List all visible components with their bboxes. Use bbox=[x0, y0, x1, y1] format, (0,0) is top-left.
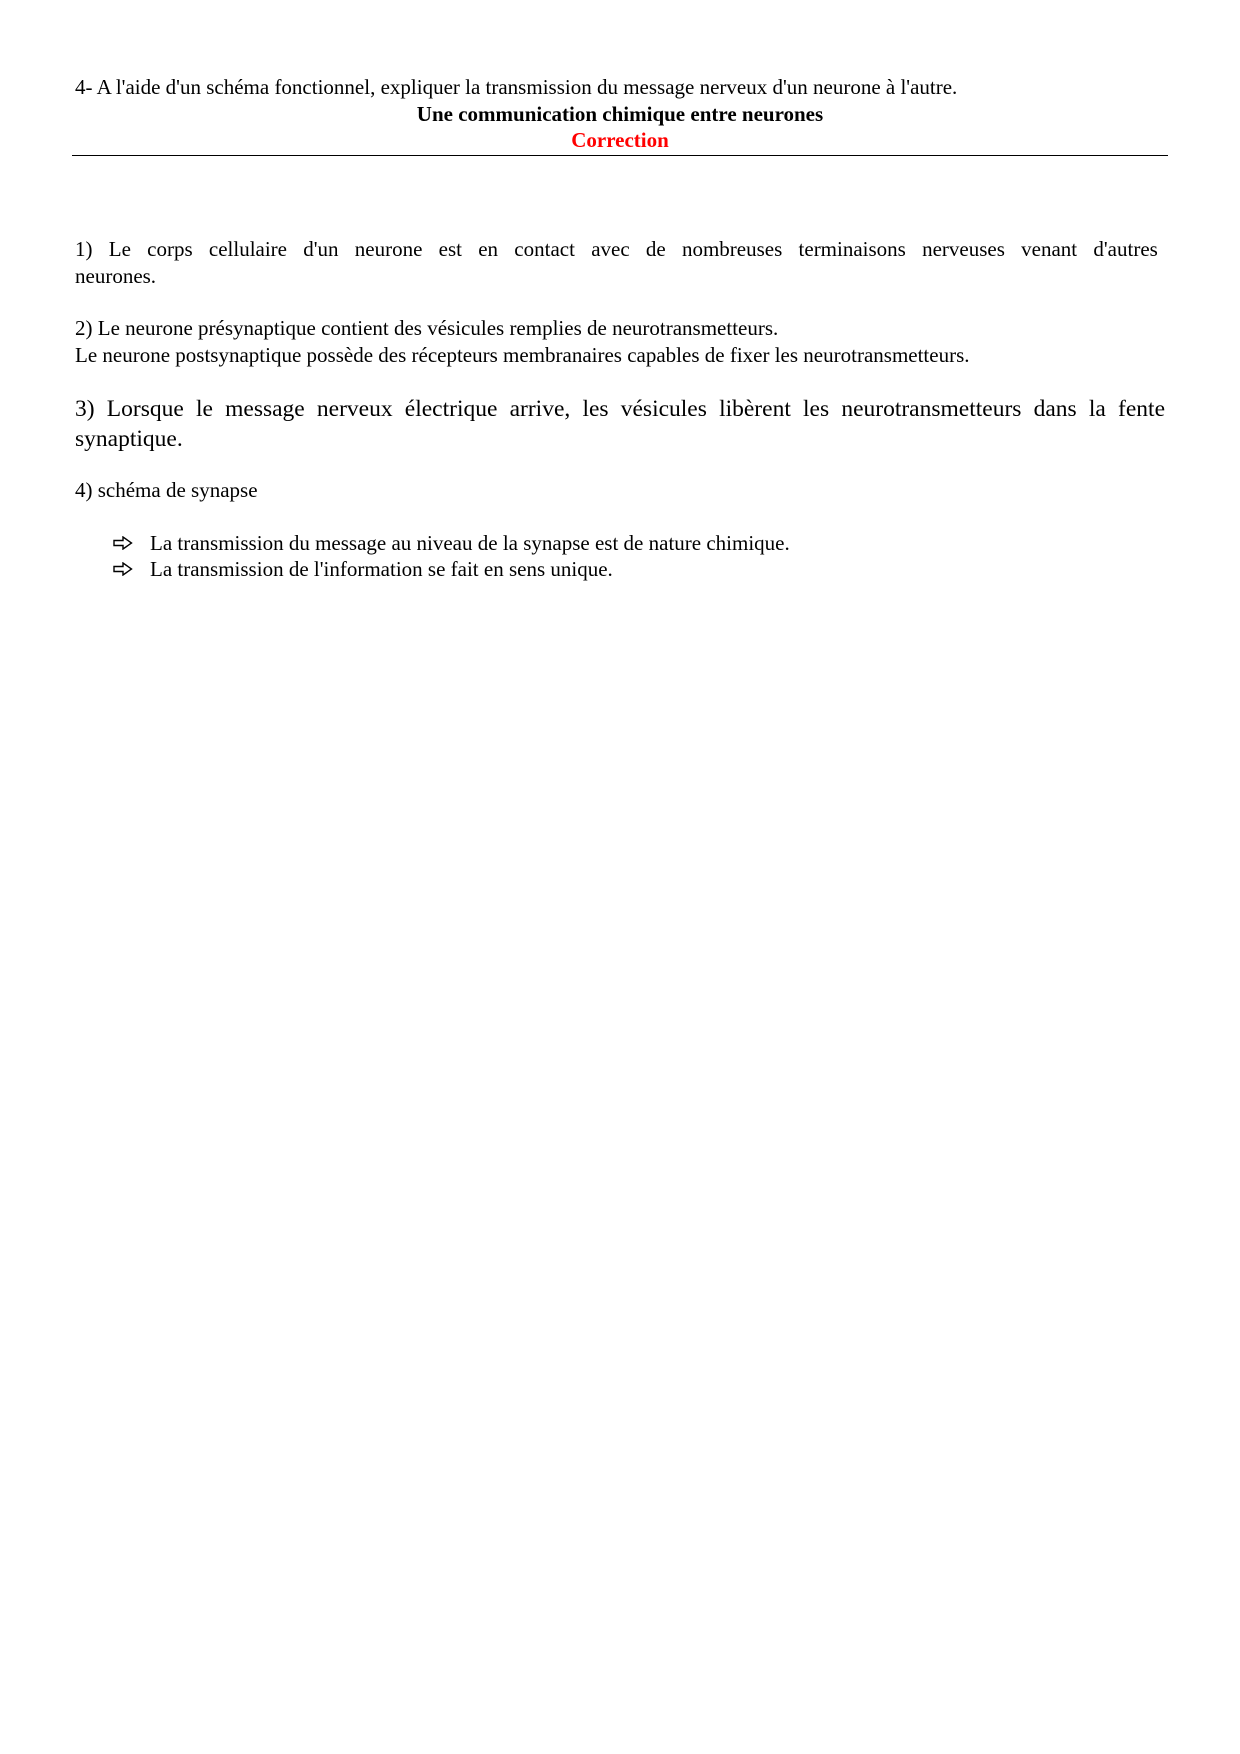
conclusion-list bbox=[113, 530, 1113, 582]
document-title: Une communication chimique entre neurones bbox=[416, 102, 824, 126]
answer-1-line-1: 1) Le corps cellulaire d'un neurone est en contact avec de nombreuses terminaisons nerveuses venant d'autres bbox=[75, 237, 1158, 261]
answer-2-line-1: 2) Le neurone présynaptique contient des vésicules remplies de neurotransmetteurs. bbox=[75, 316, 779, 340]
arrow-right-outline-icon bbox=[113, 562, 133, 576]
conclusion-item bbox=[113, 530, 1113, 556]
conclusion-text: La transmission de l'information se fait en sens unique. bbox=[150, 557, 613, 581]
header-divider bbox=[72, 155, 1168, 156]
question-text: 4- A l'aide d'un schéma fonctionnel, expliquer la transmission du message nerveux d'un neurone à l'autre. bbox=[75, 75, 958, 99]
answer-4: 4) schéma de synapse bbox=[75, 478, 258, 502]
answer-2-line-2: Le neurone postsynaptique possède des récepteurs membranaires capables de fixer les neurotransmetteurs. bbox=[75, 343, 970, 367]
answer-1 bbox=[75, 236, 1165, 290]
answer-1-line-2: neurones. bbox=[75, 264, 157, 288]
answer-3-line-2: synaptique. bbox=[75, 426, 183, 452]
conclusion-text: La transmission du message au niveau de la synapse est de nature chimique. bbox=[150, 531, 790, 555]
correction-heading: Correction bbox=[571, 128, 669, 152]
answer-3-line-1: 3) Lorsque le message nerveux électrique arrive, les vésicules libèrent les neurotransmetteurs dans la fente bbox=[75, 396, 1165, 422]
conclusion-item bbox=[113, 556, 1113, 582]
arrow-right-outline-icon bbox=[113, 536, 133, 550]
answer-2 bbox=[75, 315, 1165, 369]
answer-3 bbox=[75, 394, 1165, 454]
